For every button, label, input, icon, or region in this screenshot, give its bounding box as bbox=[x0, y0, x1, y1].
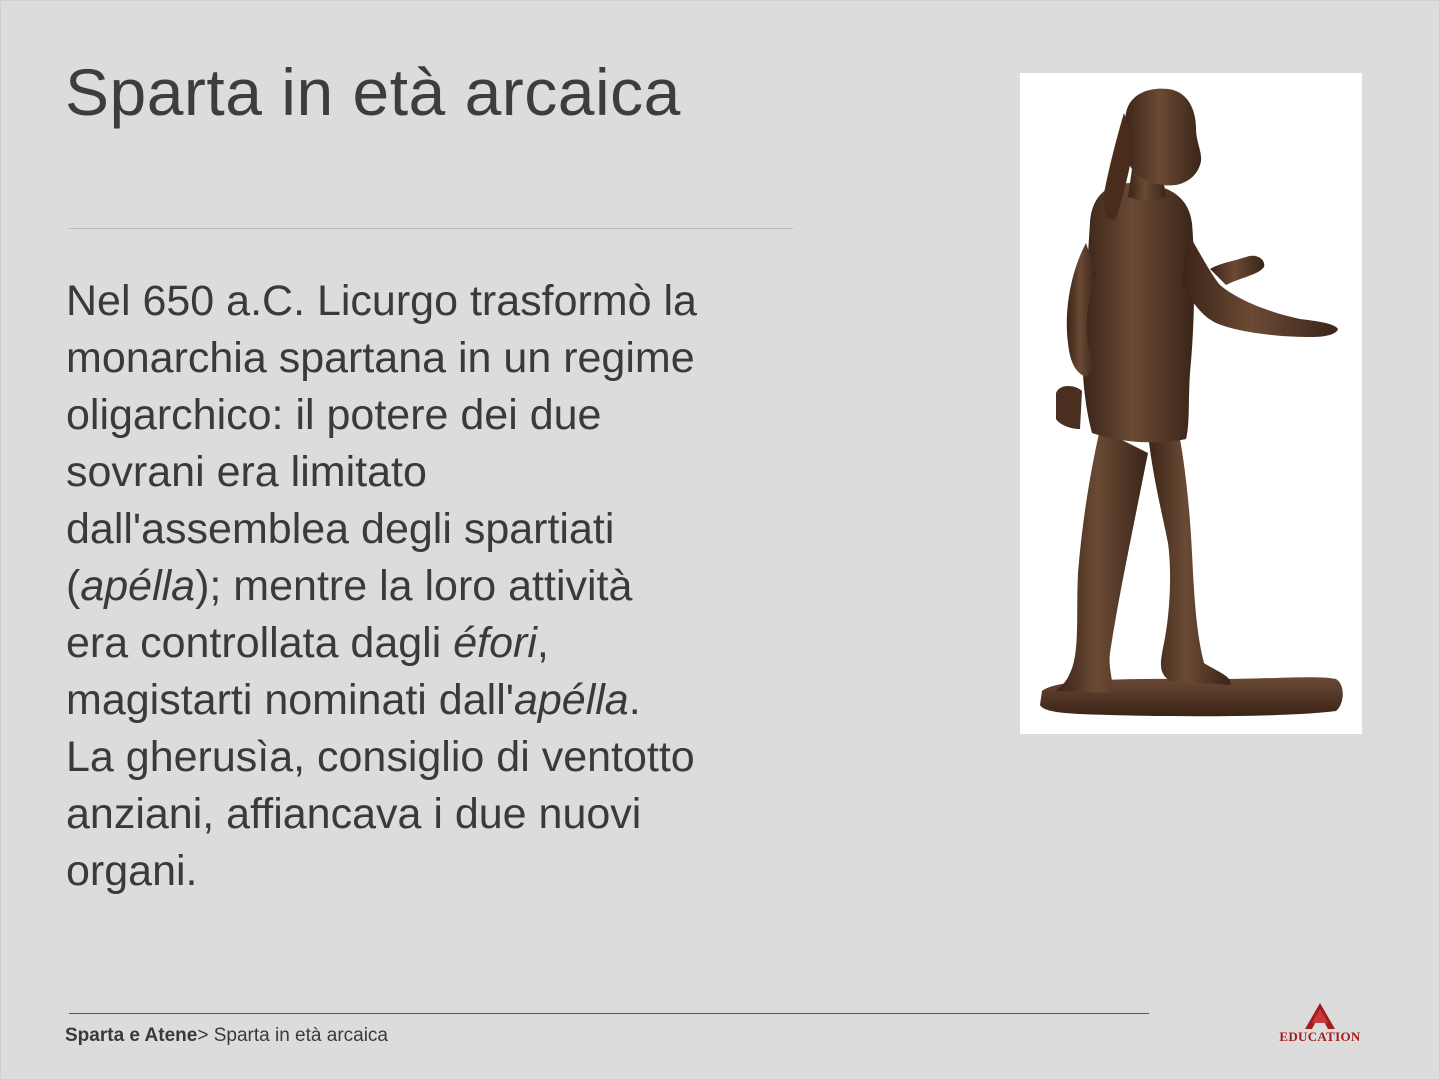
body-line bbox=[66, 843, 786, 900]
body-segment: magistarti nominati dall' bbox=[66, 676, 514, 724]
body-segment: oligarchico: il potere dei due bbox=[66, 391, 602, 439]
breadcrumb-section: Sparta e Atene bbox=[65, 1025, 198, 1046]
body-segment: dall'assemblea degli spartiati bbox=[66, 505, 615, 553]
body-line bbox=[66, 729, 786, 786]
body-segment: ); mentre la loro attività bbox=[195, 562, 633, 610]
body-segment: era controllata dagli bbox=[66, 619, 454, 667]
body-segment: Nel 650 a.C. Licurgo trasformò la bbox=[66, 277, 697, 325]
bronze-statuette-icon bbox=[1020, 73, 1362, 734]
logo-mark-icon bbox=[1302, 1001, 1338, 1031]
logo-text: EDUCATION bbox=[1279, 1029, 1361, 1044]
body-line bbox=[66, 501, 786, 558]
body-line bbox=[66, 615, 786, 672]
breadcrumb bbox=[65, 1025, 388, 1047]
breadcrumb-current: Sparta in età arcaica bbox=[208, 1025, 388, 1046]
statuette-image bbox=[1020, 73, 1362, 734]
breadcrumb-separator: > bbox=[197, 1025, 209, 1046]
body-segment: . bbox=[628, 676, 641, 724]
slide-body-text bbox=[66, 273, 786, 900]
body-segment: organi. bbox=[66, 847, 198, 895]
body-term: éfori bbox=[453, 619, 537, 667]
body-line bbox=[66, 330, 786, 387]
publisher-logo bbox=[1277, 1001, 1363, 1051]
footer-divider bbox=[69, 1013, 1149, 1014]
body-term: apélla bbox=[513, 676, 629, 724]
body-segment: monarchia spartana in un regime bbox=[66, 334, 695, 382]
body-segment: ( bbox=[66, 562, 81, 610]
title-divider bbox=[69, 228, 793, 229]
body-segment: , bbox=[536, 619, 549, 667]
body-segment: sovrani era limitato bbox=[66, 448, 427, 496]
body-segment: anziani, affiancava i due nuovi bbox=[66, 790, 642, 838]
slide-title: Sparta in età arcaica bbox=[65, 55, 681, 129]
body-line bbox=[66, 558, 786, 615]
body-line bbox=[66, 672, 786, 729]
body-term: apélla bbox=[80, 562, 196, 610]
body-segment: La gherusìa, consiglio di ventotto bbox=[66, 733, 695, 781]
body-line bbox=[66, 444, 786, 501]
body-line bbox=[66, 387, 786, 444]
body-line bbox=[66, 273, 786, 330]
body-line bbox=[66, 786, 786, 843]
